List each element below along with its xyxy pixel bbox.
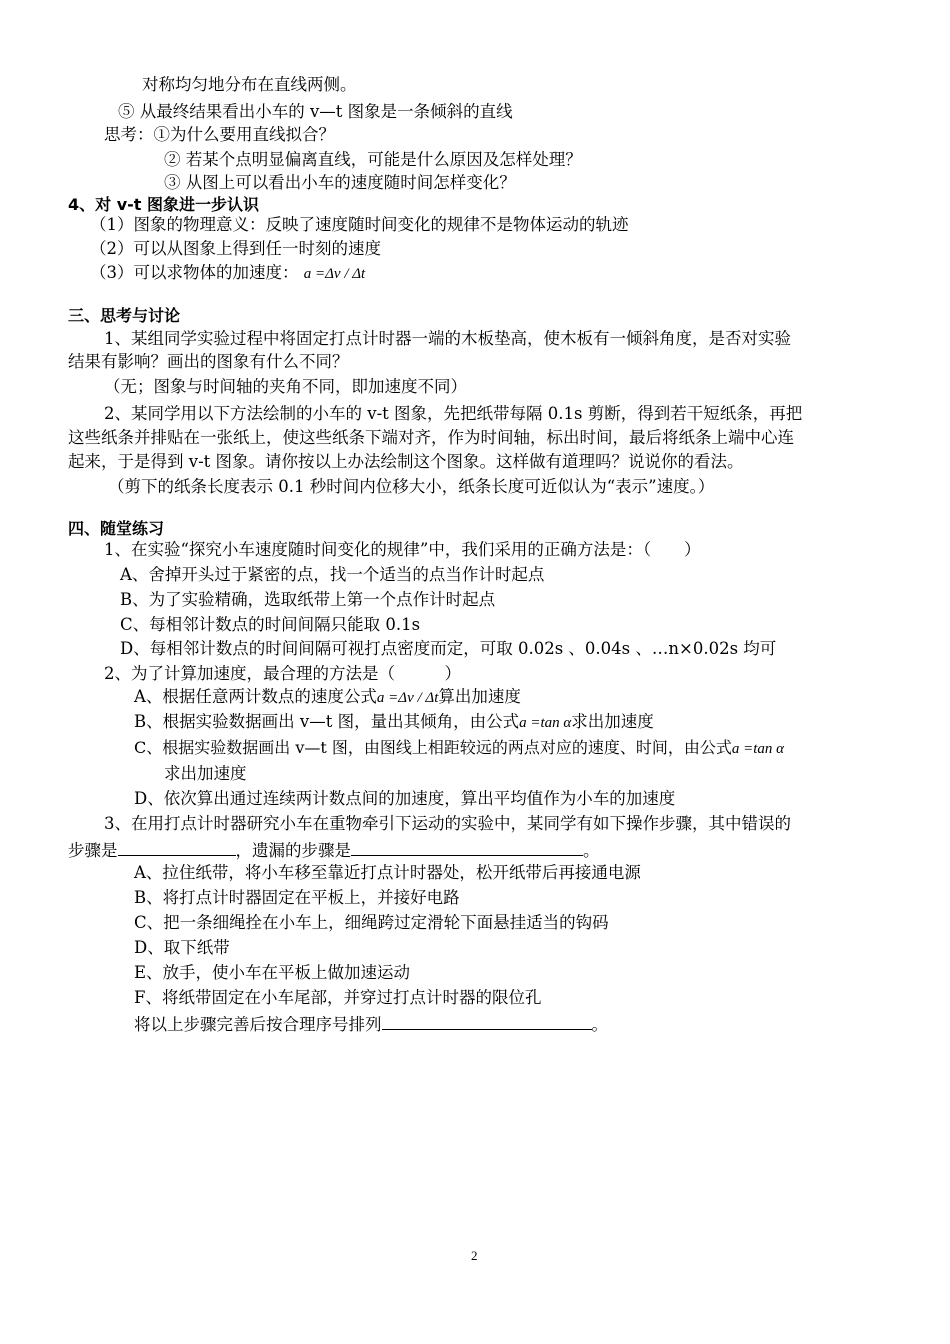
option-text: C、根据实验数据画出 v—t 图，由图线上相距较远的两点对应的速度、时间，由公式: [134, 738, 732, 757]
option: C、每相邻计数点的时间间隔只能取 0.1s: [120, 615, 421, 634]
option: [134, 737, 784, 760]
text-line: 起来，于是得到 v-t 图象。请你按以上办法绘制这个图象。这样做有道理吗？说说你的看法。: [68, 452, 744, 471]
text-line: 2、为了计算加速度，最合理的方法是（ ）: [104, 664, 461, 683]
text-line: [134, 1012, 608, 1036]
text-line: 结果有影响？画出的图象有什么不同？: [68, 352, 349, 371]
text-line: 思考：①为什么要用直线拟合？: [104, 125, 335, 144]
text-fragment: 。: [583, 841, 600, 860]
option-text: 算出加速度: [438, 687, 521, 706]
text-line: [68, 838, 600, 862]
text-line: （2）可以从图象上得到任一时刻的速度: [90, 239, 381, 258]
section-heading: 4、对 v-t 图象进一步认识: [68, 195, 259, 214]
answer-blank[interactable]: [118, 838, 236, 856]
option: A、舍掉开头过于紧密的点，找一个适当的点当作计时起点: [120, 565, 545, 584]
option-text: 求出加速度: [164, 764, 247, 783]
text-line: [90, 262, 365, 285]
text-line: ③ 从图上可以看出小车的速度随时间怎样变化？: [164, 173, 516, 192]
formula: a =tan α: [519, 715, 572, 731]
answer-blank[interactable]: [351, 838, 583, 856]
text-fragment: 步骤是: [68, 841, 118, 860]
option-text: B、根据实验数据画出 v—t 图，量出其倾角，由公式: [134, 712, 520, 731]
page-number: 2: [471, 1248, 478, 1263]
option-text: A、根据任意两计数点的速度公式: [134, 687, 377, 706]
text-line: 2、某同学用以下方法绘制的小车的 v-t 图象，先把纸带每隔 0.1s 剪断，得到若干短纸条，再把: [104, 404, 803, 423]
text-fragment: 将以上步骤完善后按合理序号排列: [134, 1015, 382, 1034]
text-line: ② 若某个点明显偏离直线，可能是什么原因及怎样处理？: [164, 150, 582, 169]
text-line: （1）图象的物理意义：反映了速度随时间变化的规律不是物体运动的轨迹: [90, 215, 629, 234]
formula: a =Δv / Δt: [376, 690, 439, 706]
text-line: （剪下的纸条长度表示 0.1 秒时间内位移大小，纸条长度可近似认为“表示”速度。）: [108, 477, 715, 496]
option-text: 求出加速度: [571, 712, 654, 731]
text-line: 对称均匀地分布在直线两侧。: [142, 75, 357, 94]
option: F、将纸带固定在小车尾部，并穿过打点计时器的限位孔: [134, 988, 542, 1007]
option: C、把一条细绳拴在小车上，细绳跨过定滑轮下面悬挂适当的钩码: [134, 913, 609, 932]
section-heading: 三、思考与讨论: [68, 306, 181, 325]
text-line: 3、在用打点计时器研究小车在重物牵引下运动的实验中，某同学有如下操作步骤，其中错误的: [104, 814, 791, 833]
text-fragment: 。: [591, 1015, 608, 1034]
option: E、放手，使小车在平板上做加速运动: [134, 963, 411, 982]
text-line: （3）可以求物体的加速度：: [90, 263, 299, 282]
text-line: ⑤ 从最终结果看出小车的 v—t 图象是一条倾斜的直线: [118, 102, 513, 121]
formula: a =tan α: [731, 741, 785, 757]
text-line: 1、在实验“探究小车速度随时间变化的规律”中，我们采用的正确方法是：（ ）: [104, 540, 701, 559]
option: D、取下纸带: [134, 938, 230, 957]
formula: a =Δv / Δt: [303, 266, 366, 282]
option: [134, 711, 654, 734]
option: A、拉住纸带，将小车移至靠近打点计时器处，松开纸带后再接通电源: [134, 863, 641, 882]
option: D、每相邻计数点的时间间隔可视打点密度而定，可取 0.02s 、0.04s 、…n×0.02s 均可: [120, 639, 777, 658]
text-line: 1、某组同学实验过程中将固定打点计时器一端的木板垫高，使木板有一倾斜角度，是否对实验: [104, 329, 791, 348]
section-heading: 四、随堂练习: [68, 519, 165, 538]
text-fragment: ，遗漏的步骤是: [235, 841, 351, 860]
option: B、将打点计时器固定在平板上，并接好电路: [134, 888, 460, 907]
option: [134, 686, 521, 709]
answer-blank[interactable]: [382, 1012, 592, 1030]
option: D、依次算出通过连续两计数点间的加速度，算出平均值作为小车的加速度: [134, 789, 676, 808]
text-line: （无；图象与时间轴的夹角不同，即加速度不同）: [104, 377, 467, 396]
text-line: 这些纸条并排贴在一张纸上，使这些纸条下端对齐，作为时间轴，标出时间，最后将纸条上端中心连: [68, 428, 794, 447]
option: B、为了实验精确，选取纸带上第一个点作计时起点: [120, 590, 496, 609]
